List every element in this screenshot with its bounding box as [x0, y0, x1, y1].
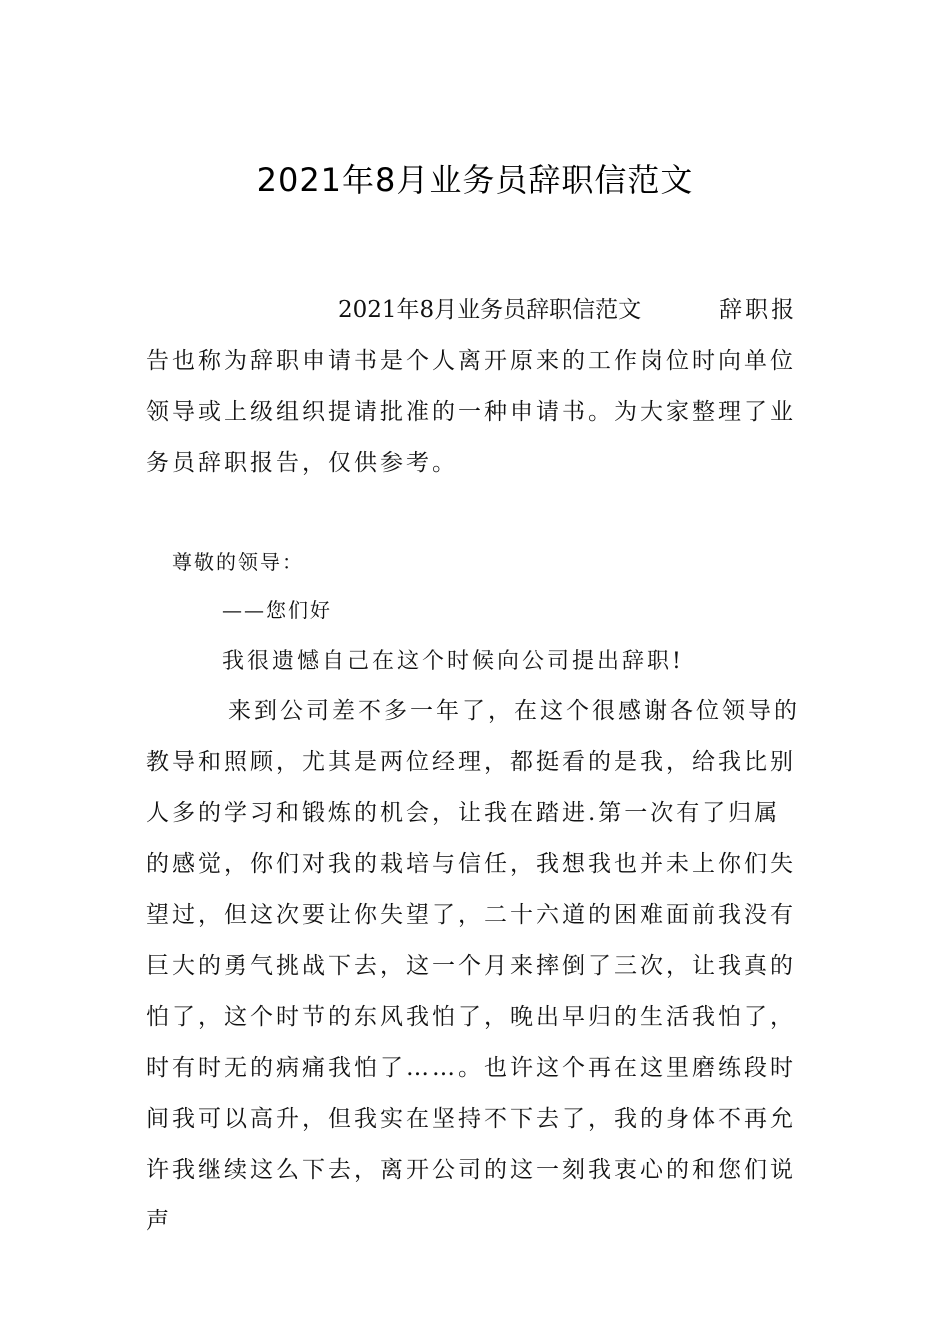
greeting: ——您们好	[222, 598, 332, 622]
intro-text: 辞职报告也称为辞职申请书是个人离开原来的工作岗位时向单位领导或上级组织提请批准的一种申请书。为大家整理了业务员辞职报告，仅供参考。	[146, 297, 798, 476]
intro-title: 2021年8月业务员辞职信范文	[338, 297, 642, 323]
salutation: 尊敬的领导：	[172, 550, 304, 574]
intro-paragraph	[146, 285, 806, 489]
document-title: 2021年8月业务员辞职信范文	[256, 161, 694, 199]
main-paragraph: 来到公司差不多一年了，在这个很感谢各位领导的教导和照顾，尤其是两位经理，都挺看的是我，给我比别人多的学习和锻炼的机会，让我在踏进.第一次有了归属的感觉，你们对我的栽培与信任，我想我也并未上你们失望过，但这次要让你失望了，二十六道的困难面前我没有巨大的勇气挑战下去，这一个月来摔倒了三次，让我真的怕了，这个时节的东风我怕了，晚出早归的生活我怕了，时有时无的病痛我怕了……。也许这个再在这里磨练段时间我可以高升，但我实在坚持不下去了，我的身体不再允许我继续这么下去，离开公司的这一刻我衷心的和您们说声	[146, 698, 800, 1234]
resignation-statement: 我很遗憾自己在这个时候向公司提出辞职!	[222, 649, 684, 674]
